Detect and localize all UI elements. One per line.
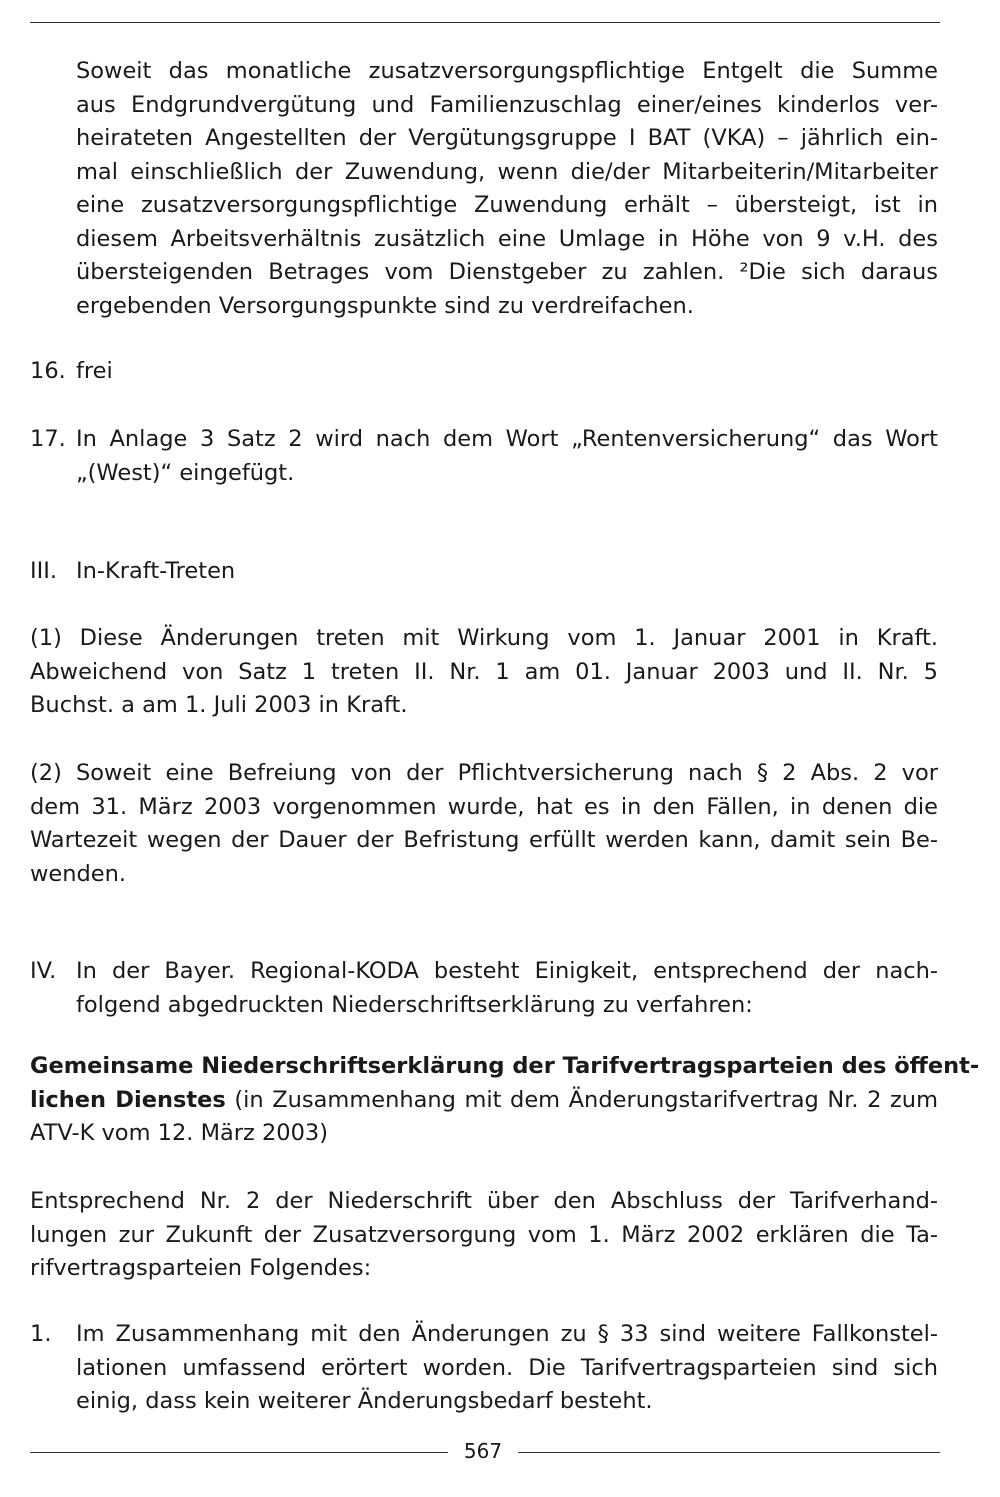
text-line: frei bbox=[76, 358, 113, 384]
item-17-number: 17. bbox=[30, 426, 66, 452]
section-3-number: III. bbox=[30, 558, 58, 584]
declaration-heading bbox=[30, 1050, 980, 1151]
text-line: In Anlage 3 Satz 2 wird nach dem Wort „Rentenversicherung“ das Wort bbox=[76, 426, 938, 452]
point-1-number: 1. bbox=[30, 1321, 52, 1347]
footer-rule-right bbox=[518, 1452, 940, 1453]
bold-text: Gemeinsame Niederschriftserklärung der Tarifvertragsparteien des öffent- bbox=[30, 1053, 980, 1079]
paragraph-2 bbox=[30, 757, 938, 891]
text-line: einig, dass kein weiterer Änderungsbedarf besteht. bbox=[76, 1388, 653, 1414]
text-line: rifvertragsparteien Folgendes: bbox=[30, 1255, 372, 1281]
text-line: In der Bayer. Regional-KODA besteht Einigkeit, entsprechend der nach- bbox=[76, 958, 938, 984]
text-line: ergebenden Versorgungspunkte sind zu verdreifachen. bbox=[76, 292, 694, 319]
text-line: folgend abgedruckten Niederschriftserklärung zu verfahren: bbox=[76, 991, 753, 1018]
text-line: wenden. bbox=[30, 860, 127, 887]
entsprechend-paragraph bbox=[30, 1185, 938, 1286]
section-4-text bbox=[76, 955, 938, 1022]
text-line: (1) Diese Änderungen treten mit Wirkung vom 1. Januar 2001 in Kraft. bbox=[30, 625, 938, 651]
text-line: Buchst. a am 1. Juli 2003 in Kraft. bbox=[30, 692, 408, 718]
intro-paragraph bbox=[76, 55, 938, 323]
text-line: lungen zur Zukunft der Zusatzversorgung vom 1. März 2002 erklären die Ta- bbox=[30, 1221, 938, 1248]
text-line bbox=[30, 1084, 938, 1118]
text-line: dem 31. März 2003 vorgenommen wurde, hat es in den Fällen, in denen die bbox=[30, 793, 938, 820]
item-16-text bbox=[76, 355, 938, 389]
bold-text: lichen Dienstes bbox=[30, 1086, 226, 1113]
text-line: Soweit das monatliche zusatzversorgungspflichtige Entgelt die Summe bbox=[76, 58, 938, 84]
text-line: mal einschließlich der Zuwendung, wenn die/der Mitarbeiterin/Mitarbeiter bbox=[76, 158, 938, 185]
text-line: aus Endgrundvergütung und Familienzuschlag einer/eines kinderlos ver- bbox=[76, 91, 938, 118]
section-4-number: IV. bbox=[30, 958, 57, 984]
text-line: Abweichend von Satz 1 treten II. Nr. 1 am 01. Januar 2003 und II. Nr. 5 bbox=[30, 658, 938, 685]
point-1-text bbox=[76, 1318, 938, 1419]
text-line: Im Zusammenhang mit den Änderungen zu § 33 sind weitere Fallkonstel- bbox=[76, 1321, 938, 1347]
text-line: ATV-K vom 12. März 2003) bbox=[30, 1120, 329, 1146]
text-line: lationen umfassend erörtert worden. Die Tarifvertragsparteien sind sich bbox=[76, 1354, 938, 1381]
text-line bbox=[30, 1050, 980, 1084]
footer-rule-left bbox=[30, 1452, 448, 1453]
text-line: (2) Soweit eine Befreiung von der Pflichtversicherung nach § 2 Abs. 2 vor bbox=[30, 760, 938, 786]
item-17-text bbox=[76, 423, 938, 490]
text-line: eine zusatzversorgungspflichtige Zuwendung erhält – übersteigt, ist in bbox=[76, 192, 938, 218]
paragraph-1 bbox=[30, 622, 938, 723]
section-3-heading bbox=[76, 555, 938, 589]
item-16-number: 16. bbox=[30, 358, 66, 384]
text-line: In-Kraft-Treten bbox=[76, 558, 236, 584]
top-rule bbox=[30, 22, 940, 23]
page-number: 567 bbox=[463, 1439, 503, 1463]
text-line: Entsprechend Nr. 2 der Niederschrift über den Abschluss der Tarifverhand- bbox=[30, 1188, 938, 1214]
text-line: heirateten Angestellten der Vergütungsgruppe I BAT (VKA) – jährlich ein- bbox=[76, 125, 938, 151]
text-line: diesem Arbeitsverhältnis zusätzlich eine Umlage in Höhe von 9 v.H. des bbox=[76, 225, 938, 252]
text-line: übersteigenden Betrages vom Dienstgeber zu zahlen. ²Die sich daraus bbox=[76, 259, 938, 285]
text-line: „(West)“ eingefügt. bbox=[76, 459, 295, 486]
plain-text: (in Zusammenhang mit dem Änderungstarifvertrag Nr. 2 zum bbox=[225, 1086, 938, 1113]
text-line: Wartezeit wegen der Dauer der Befristung erfüllt werden kann, damit sein Be- bbox=[30, 827, 938, 853]
